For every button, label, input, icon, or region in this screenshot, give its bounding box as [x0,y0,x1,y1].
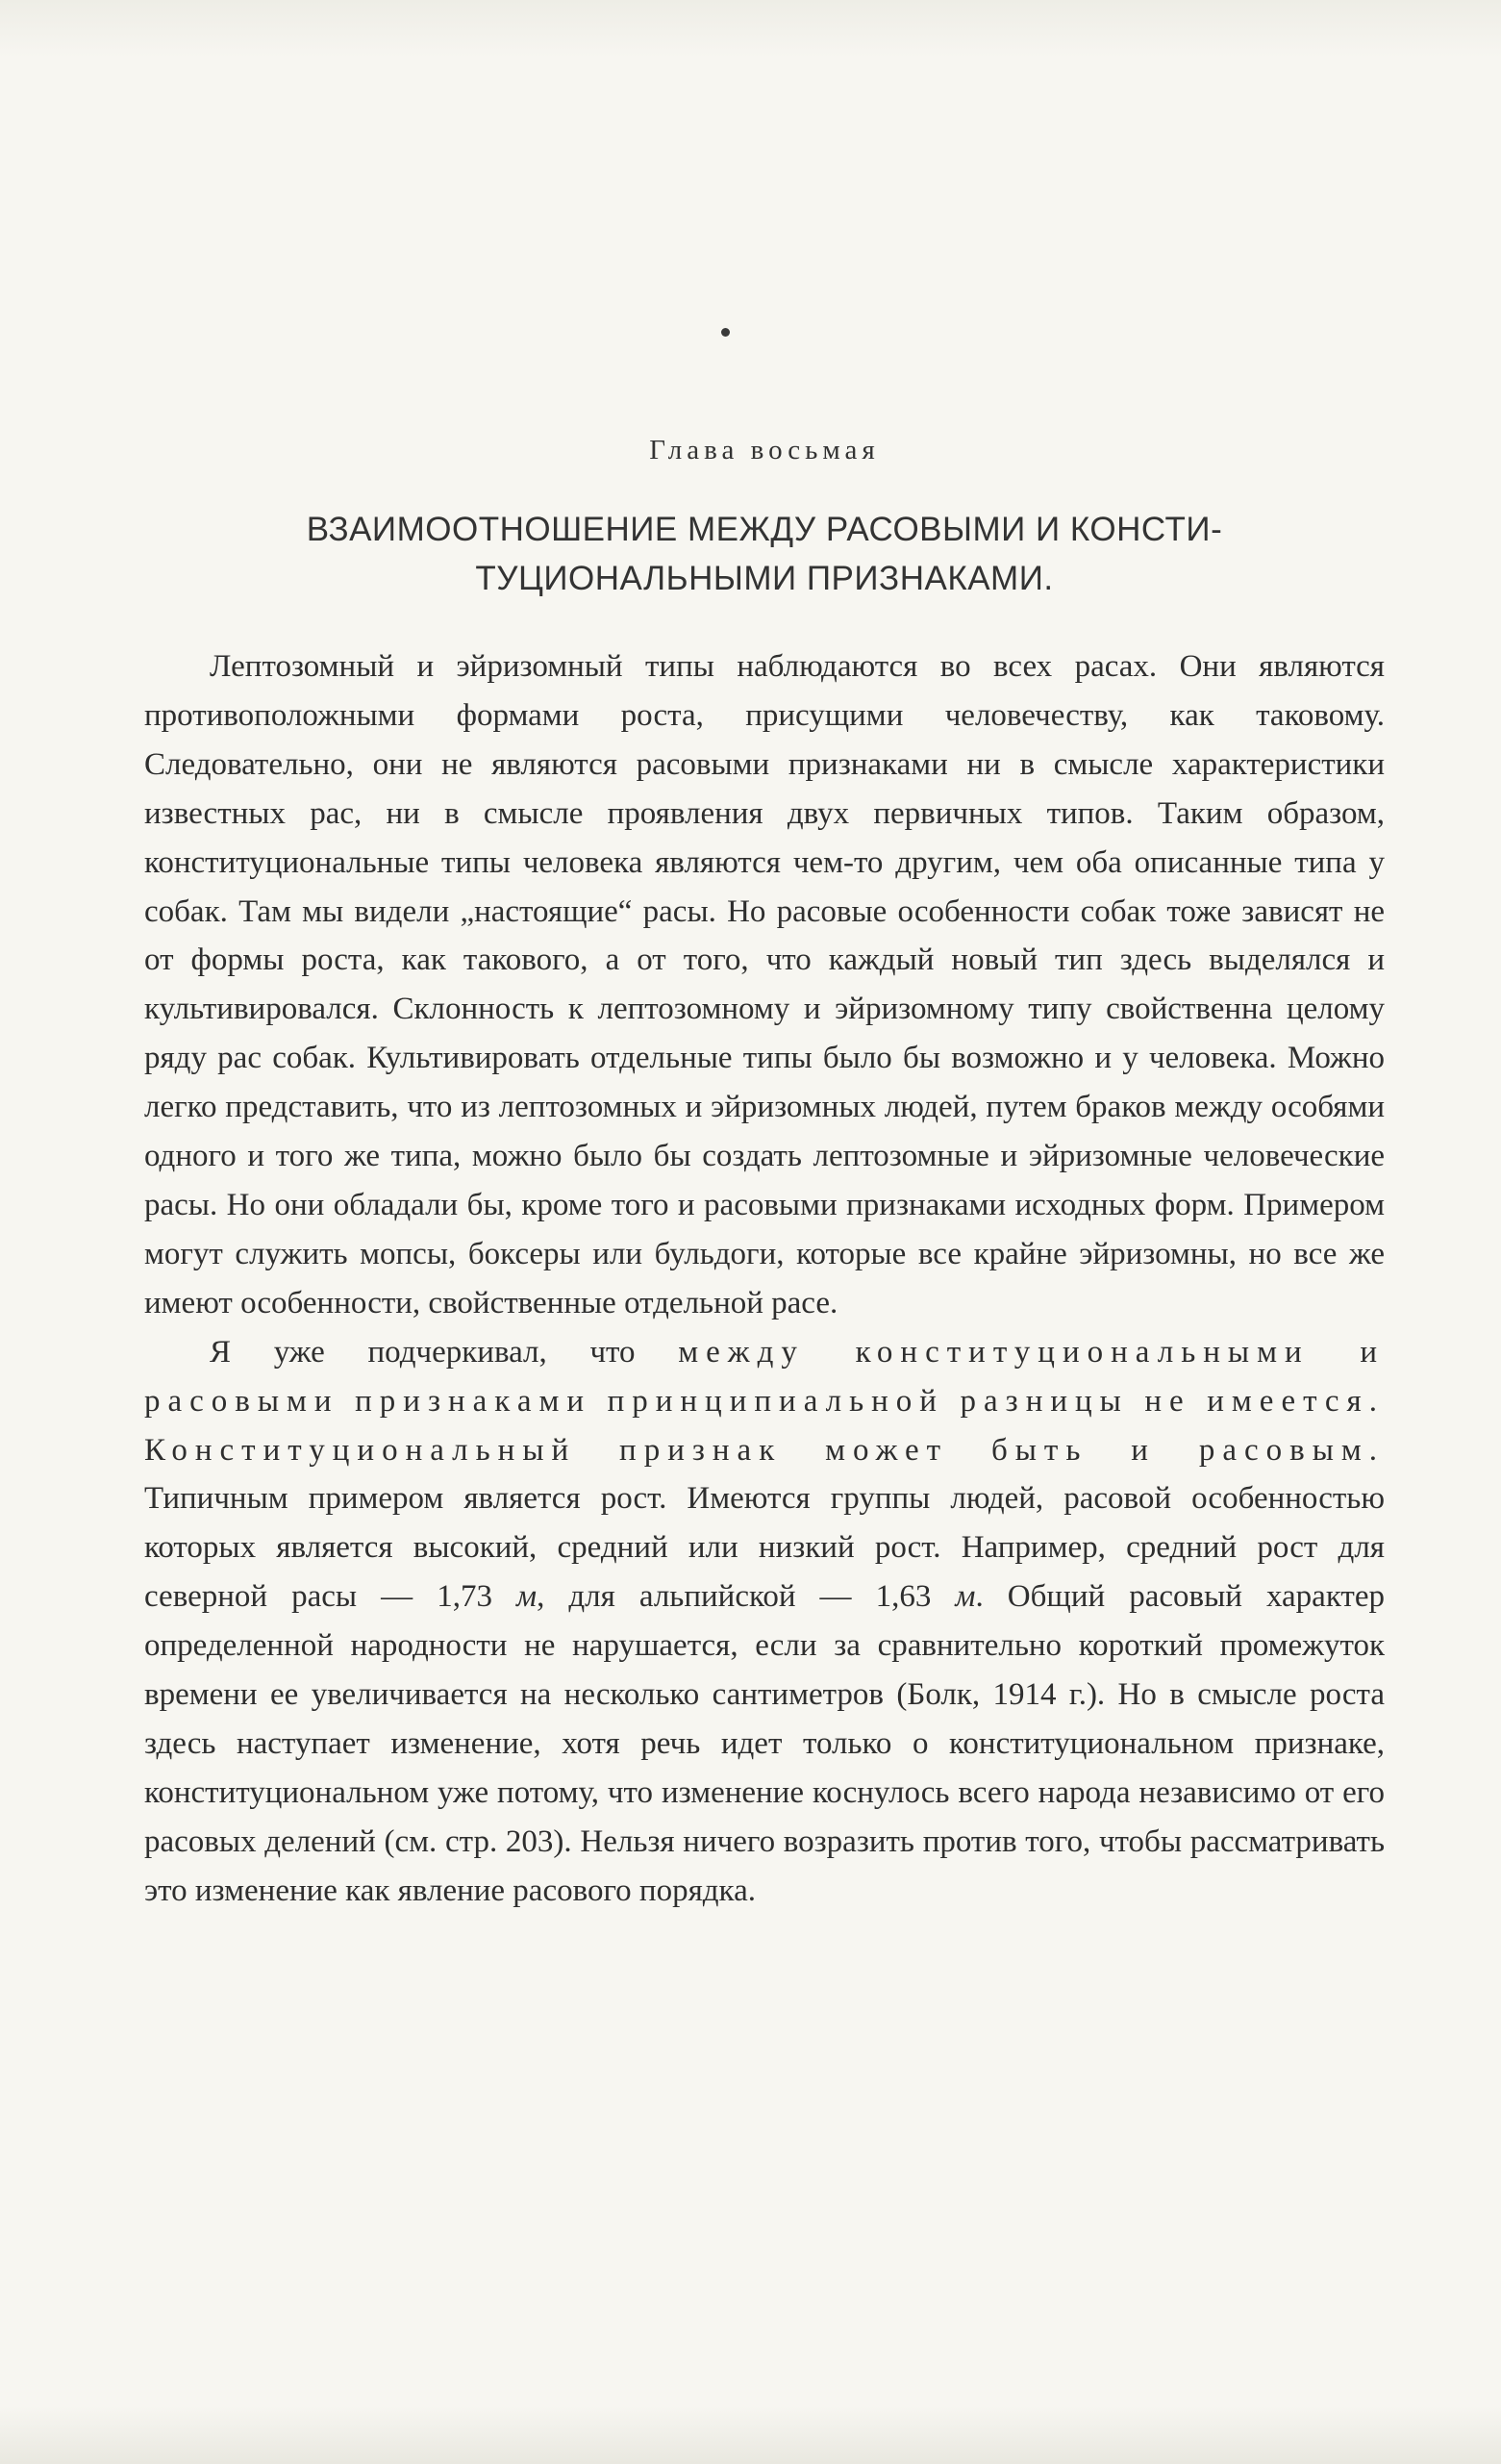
paragraph-2-emphasis: между конституциональными и расовыми признаками принципиальной разницы не имеется. Конституциональный признак может быть и расовым. [144,1334,1385,1468]
ornament-dot [721,328,730,337]
paragraph-2-part-c: , для альпийской — 1,63 [537,1579,956,1615]
book-page [144,0,1385,2464]
paragraph-2-part-b: Типичным примером является рост. Имеются группы людей, расовой особенностью которых является высокий, средний или низкий рост. Например, средний рост для северной расы — 1,73 [144,1481,1385,1615]
unit-meters-2: м [955,1579,976,1615]
paragraph-1: Лептозомный и эйризомный типы наблюдаются во всех расах. Они являются противоположными формами роста, присущими человечеству, как таковому. Следовательно, они не являются расовыми признаками ни в смысле характеристики известных рас, ни в смысле проявления двух первичных типов. Таким образом, конституциональные типы человека являются чем-то другим, чем оба описанные типа у собак. Там мы видели „настоящие“ расы. Но расовые особенности собак тоже зависят не от формы роста, как такового, а от того, что каждый новый тип здесь выделялся и культивировался. Склонность к лептозомному и эйризомному типу свойственна целому ряду рас собак. Культивировать отдельные типы было бы возможно и у человека. Можно легко представить, что из лептозомных и эйризомных людей, путем браков между особями одного и того же типа, можно было бы создать лептозомные и эйризомные человеческие расы. Но они обладали бы, кроме того и расовыми признаками исходных форм. Примером могут служить мопсы, боксеры или бульдоги, которые все крайне эйризомны, но все же имеют особенности, свойственные отдельной расе. [144,649,1385,1320]
body-text [144,642,1385,1916]
paragraph-2-intro: Я уже подчеркивал, что [210,1334,679,1370]
unit-meters-1: м [516,1579,538,1615]
chapter-label: Глава восьмая [649,435,880,465]
chapter-title [183,505,1346,603]
paragraph-2-part-d: . Общий расовый характер определенной народности не нарушается, если за сравнительно короткий промежуток времени ее увеличивается на несколько сантиметров (Болк, 1914 г.). Но в смысле роста здесь наступает изменение, хотя речь идет только о конституциональном признаке, конституциональном уже потому, что изменение коснулось всего народа независимо от его расовых делений (см. стр. 203). Нельзя ничего возразить против того, чтобы рассматривать это изменение как явление расового порядка. [144,1579,1385,1908]
chapter-title-line-2: ТУЦИОНАЛЬНЫМИ ПРИЗНАКАМИ. [475,560,1054,597]
paragraph-2 [144,1328,1385,1916]
chapter-title-line-1: ВЗАИМООТНОШЕНИЕ МЕЖДУ РАСОВЫМИ И КОНСТИ- [306,511,1223,548]
